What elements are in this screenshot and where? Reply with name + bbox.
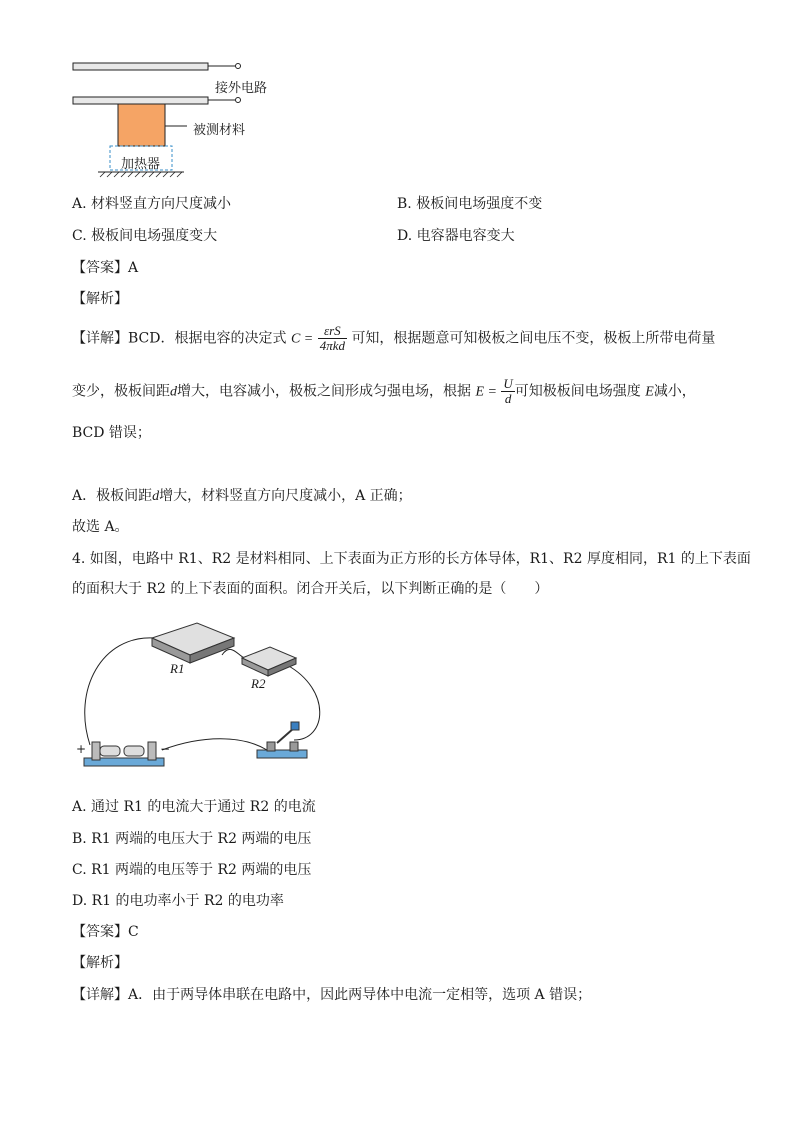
capacitor-figure <box>60 55 290 185</box>
field-denominator: d <box>504 391 512 406</box>
wire-r1-r2 <box>222 649 247 658</box>
var-d: d <box>170 384 177 400</box>
q4-stem-line1: 4. 如图，电路中 R1、R2 是材料相同、上下表面为正方形的长方体导体，R1、R2 厚度相同，R1 的上下表面 <box>72 551 751 567</box>
answer-label: 【答案】 <box>72 924 128 940</box>
answer-value: C <box>128 924 139 940</box>
detail-text: 【详解】BCD．根据电容的决定式 <box>72 330 287 347</box>
q4-option-d: D. R1 的电功率小于 R2 的电功率 <box>72 893 284 909</box>
q3-analysis-label: 【解析】 <box>72 291 128 307</box>
q4-option-c: C. R1 两端的电压等于 R2 两端的电压 <box>72 862 312 878</box>
q4-option-b: B. R1 两端的电压大于 R2 两端的电压 <box>72 831 312 847</box>
detail-text: 增大，电容减小，极板之间形成匀强电场，根据 <box>177 383 471 400</box>
r2-block <box>242 647 296 676</box>
detail-text: 可知，根据题意可知极板之间电压不变，极板上所带电荷量 <box>351 330 716 347</box>
var-e: E <box>645 384 654 400</box>
test-material <box>118 104 165 146</box>
detail-text: 可知极板间电场强度 <box>514 383 641 400</box>
field-formula <box>501 377 514 406</box>
answer-label: 【答案】 <box>72 260 128 276</box>
q4-detail: 【详解】A．由于两导体串联在电路中，因此两导体中电流一定相等，选项 A 错误； <box>72 987 592 1003</box>
detail-text: 增大，材料竖直方向尺度减小，A 正确； <box>159 488 412 504</box>
q4-option-a: A. 通过 R1 的电流大于通过 R2 的电流 <box>72 799 316 815</box>
detail-text: 减小， <box>653 383 696 400</box>
wire-battery-r1 <box>85 638 154 745</box>
top-plate <box>73 63 208 70</box>
label-r2: R2 <box>251 676 266 691</box>
q3-option-c: C. 极板间电场强度变大 <box>72 228 218 244</box>
q4-stem-line2: 的面积大于 R2 的上下表面的面积。闭合开关后，以下判断正确的是（ ） <box>72 581 549 597</box>
q3-detail-line5: 故选 A。 <box>72 519 129 535</box>
label-minus: − <box>160 742 171 756</box>
bottom-terminal <box>236 98 241 103</box>
detail-text: A．极板间距 <box>72 488 153 504</box>
label-plus: + <box>76 742 87 756</box>
capacitance-numerator: εrS <box>318 324 347 339</box>
wire-switch-battery <box>162 739 267 750</box>
q3-detail-line3: BCD 错误； <box>72 425 151 441</box>
bottom-plate <box>73 97 208 104</box>
top-terminal <box>236 64 241 69</box>
q3-detail-line1 <box>72 324 715 353</box>
label-external-circuit: 接外电路 <box>215 81 268 96</box>
q4-answer <box>72 921 139 941</box>
answer-value: A <box>128 260 139 276</box>
battery <box>84 742 164 766</box>
label-test-material: 被测材料 <box>193 123 246 138</box>
q3-option-d: D. 电容器电容变大 <box>397 228 515 244</box>
var-d: d <box>152 489 160 504</box>
circuit-figure <box>72 610 342 780</box>
q3-option-a: A. 材料竖直方向尺度减小 <box>72 196 232 212</box>
detail-text: 变少，极板间距 <box>72 383 170 400</box>
capacitance-formula <box>318 324 347 353</box>
capacitance-lhs: C = <box>290 331 314 347</box>
q3-option-b: B. 极板间电场强度不变 <box>397 196 543 212</box>
q4-analysis-label: 【解析】 <box>72 955 128 971</box>
q3-detail-line2 <box>72 377 696 406</box>
r1-block <box>152 623 234 663</box>
q3-detail-line4 <box>72 485 412 505</box>
capacitance-denominator: 4πkd <box>319 338 345 353</box>
q3-answer <box>72 257 138 277</box>
field-lhs: E = <box>475 384 497 400</box>
label-r1: R1 <box>170 661 185 676</box>
ground-hatch <box>100 172 182 177</box>
field-numerator: U <box>503 376 513 391</box>
label-heater: 加热器 <box>121 157 161 172</box>
